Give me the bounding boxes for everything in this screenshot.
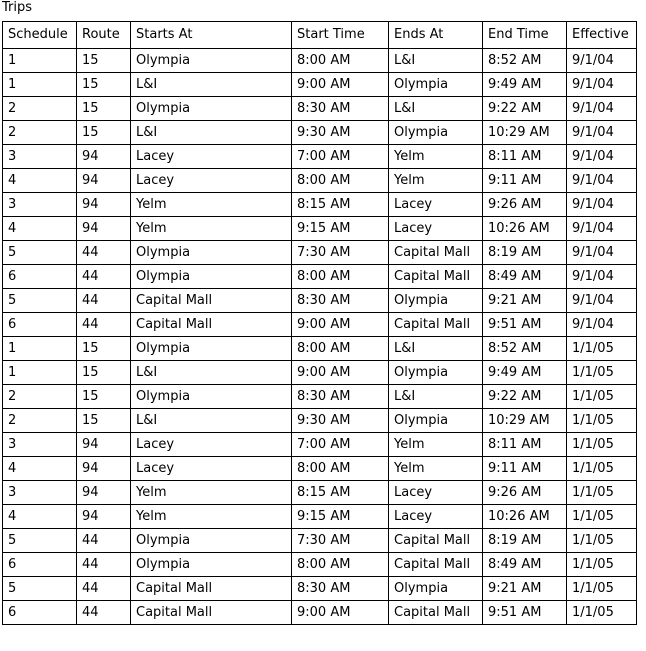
table-row xyxy=(3,313,637,337)
cell-route: 15 xyxy=(77,49,131,73)
cell-start-time: 8:30 AM xyxy=(292,577,389,601)
cell-end-time: 9:26 AM xyxy=(483,193,567,217)
cell-ends-at: Lacey xyxy=(389,481,483,505)
cell-end-time: 8:11 AM xyxy=(483,145,567,169)
cell-starts-at: L&I xyxy=(131,409,292,433)
cell-effective: 1/1/05 xyxy=(567,433,637,457)
cell-effective: 9/1/04 xyxy=(567,49,637,73)
cell-schedule: 4 xyxy=(3,457,77,481)
cell-route: 15 xyxy=(77,361,131,385)
table-row xyxy=(3,433,637,457)
table-row xyxy=(3,145,637,169)
column-header-end-time: End Time xyxy=(483,22,567,49)
cell-end-time: 10:29 AM xyxy=(483,409,567,433)
cell-schedule: 6 xyxy=(3,553,77,577)
table-row xyxy=(3,409,637,433)
cell-route: 44 xyxy=(77,553,131,577)
cell-end-time: 8:52 AM xyxy=(483,337,567,361)
cell-end-time: 9:11 AM xyxy=(483,169,567,193)
header-row xyxy=(3,22,637,49)
column-header-ends-at: Ends At xyxy=(389,22,483,49)
column-header-route: Route xyxy=(77,22,131,49)
cell-effective: 9/1/04 xyxy=(567,313,637,337)
cell-start-time: 9:00 AM xyxy=(292,73,389,97)
cell-starts-at: Capital Mall xyxy=(131,601,292,625)
cell-schedule: 1 xyxy=(3,49,77,73)
table-row xyxy=(3,169,637,193)
cell-end-time: 9:49 AM xyxy=(483,73,567,97)
cell-schedule: 4 xyxy=(3,169,77,193)
cell-start-time: 8:00 AM xyxy=(292,553,389,577)
cell-starts-at: Lacey xyxy=(131,433,292,457)
cell-end-time: 9:51 AM xyxy=(483,313,567,337)
table-row xyxy=(3,193,637,217)
cell-ends-at: Capital Mall xyxy=(389,313,483,337)
cell-ends-at: L&I xyxy=(389,385,483,409)
cell-effective: 9/1/04 xyxy=(567,193,637,217)
cell-starts-at: Olympia xyxy=(131,337,292,361)
cell-end-time: 10:26 AM xyxy=(483,217,567,241)
cell-end-time: 9:21 AM xyxy=(483,289,567,313)
cell-starts-at: Olympia xyxy=(131,49,292,73)
cell-effective: 1/1/05 xyxy=(567,361,637,385)
cell-starts-at: Yelm xyxy=(131,193,292,217)
table-row xyxy=(3,73,637,97)
cell-route: 44 xyxy=(77,577,131,601)
cell-starts-at: Olympia xyxy=(131,529,292,553)
cell-effective: 9/1/04 xyxy=(567,169,637,193)
cell-route: 15 xyxy=(77,385,131,409)
cell-start-time: 7:00 AM xyxy=(292,145,389,169)
cell-effective: 9/1/04 xyxy=(567,145,637,169)
table-row xyxy=(3,601,637,625)
cell-schedule: 2 xyxy=(3,385,77,409)
table-row xyxy=(3,241,637,265)
cell-route: 94 xyxy=(77,145,131,169)
cell-end-time: 9:51 AM xyxy=(483,601,567,625)
cell-starts-at: Yelm xyxy=(131,217,292,241)
table-row xyxy=(3,289,637,313)
cell-ends-at: Olympia xyxy=(389,73,483,97)
cell-schedule: 6 xyxy=(3,265,77,289)
cell-route: 94 xyxy=(77,457,131,481)
cell-start-time: 8:30 AM xyxy=(292,385,389,409)
cell-end-time: 9:11 AM xyxy=(483,457,567,481)
column-header-schedule: Schedule xyxy=(3,22,77,49)
cell-schedule: 3 xyxy=(3,481,77,505)
column-header-starts-at: Starts At xyxy=(131,22,292,49)
cell-starts-at: Lacey xyxy=(131,457,292,481)
cell-effective: 1/1/05 xyxy=(567,481,637,505)
table-row xyxy=(3,49,637,73)
cell-start-time: 9:30 AM xyxy=(292,121,389,145)
cell-route: 15 xyxy=(77,73,131,97)
cell-route: 44 xyxy=(77,241,131,265)
cell-route: 15 xyxy=(77,121,131,145)
cell-ends-at: L&I xyxy=(389,97,483,121)
cell-route: 44 xyxy=(77,601,131,625)
cell-ends-at: Capital Mall xyxy=(389,265,483,289)
cell-starts-at: Olympia xyxy=(131,553,292,577)
cell-schedule: 5 xyxy=(3,289,77,313)
cell-ends-at: Olympia xyxy=(389,577,483,601)
cell-starts-at: Olympia xyxy=(131,241,292,265)
cell-effective: 1/1/05 xyxy=(567,385,637,409)
cell-effective: 1/1/05 xyxy=(567,457,637,481)
trips-table xyxy=(2,21,637,625)
cell-starts-at: L&I xyxy=(131,121,292,145)
cell-ends-at: Olympia xyxy=(389,121,483,145)
cell-end-time: 8:11 AM xyxy=(483,433,567,457)
cell-schedule: 1 xyxy=(3,73,77,97)
cell-starts-at: Capital Mall xyxy=(131,289,292,313)
cell-end-time: 9:49 AM xyxy=(483,361,567,385)
cell-effective: 9/1/04 xyxy=(567,97,637,121)
cell-schedule: 2 xyxy=(3,121,77,145)
cell-end-time: 10:29 AM xyxy=(483,121,567,145)
cell-route: 94 xyxy=(77,505,131,529)
cell-start-time: 8:00 AM xyxy=(292,49,389,73)
table-row xyxy=(3,265,637,289)
cell-end-time: 8:19 AM xyxy=(483,529,567,553)
cell-start-time: 8:00 AM xyxy=(292,265,389,289)
cell-end-time: 8:19 AM xyxy=(483,241,567,265)
cell-effective: 1/1/05 xyxy=(567,577,637,601)
cell-ends-at: L&I xyxy=(389,337,483,361)
cell-end-time: 10:26 AM xyxy=(483,505,567,529)
cell-effective: 9/1/04 xyxy=(567,217,637,241)
cell-effective: 1/1/05 xyxy=(567,601,637,625)
table-row xyxy=(3,385,637,409)
cell-schedule: 2 xyxy=(3,409,77,433)
cell-starts-at: Lacey xyxy=(131,169,292,193)
cell-end-time: 8:49 AM xyxy=(483,553,567,577)
cell-effective: 9/1/04 xyxy=(567,265,637,289)
cell-schedule: 3 xyxy=(3,145,77,169)
cell-route: 15 xyxy=(77,97,131,121)
cell-schedule: 5 xyxy=(3,241,77,265)
cell-ends-at: Capital Mall xyxy=(389,529,483,553)
cell-ends-at: Capital Mall xyxy=(389,241,483,265)
cell-starts-at: Capital Mall xyxy=(131,313,292,337)
cell-start-time: 8:15 AM xyxy=(292,193,389,217)
table-row xyxy=(3,529,637,553)
cell-end-time: 9:26 AM xyxy=(483,481,567,505)
table-caption: Trips xyxy=(2,0,33,15)
cell-start-time: 8:00 AM xyxy=(292,457,389,481)
cell-end-time: 9:21 AM xyxy=(483,577,567,601)
cell-start-time: 7:00 AM xyxy=(292,433,389,457)
cell-schedule: 6 xyxy=(3,601,77,625)
cell-start-time: 9:00 AM xyxy=(292,313,389,337)
cell-starts-at: L&I xyxy=(131,73,292,97)
cell-route: 44 xyxy=(77,289,131,313)
cell-starts-at: Lacey xyxy=(131,145,292,169)
cell-route: 94 xyxy=(77,193,131,217)
cell-end-time: 8:52 AM xyxy=(483,49,567,73)
cell-effective: 1/1/05 xyxy=(567,529,637,553)
cell-schedule: 1 xyxy=(3,361,77,385)
column-header-start-time: Start Time xyxy=(292,22,389,49)
cell-route: 94 xyxy=(77,217,131,241)
table-row xyxy=(3,553,637,577)
cell-effective: 1/1/05 xyxy=(567,337,637,361)
cell-effective: 1/1/05 xyxy=(567,409,637,433)
cell-schedule: 5 xyxy=(3,577,77,601)
table-row xyxy=(3,481,637,505)
table-row xyxy=(3,337,637,361)
cell-start-time: 9:00 AM xyxy=(292,601,389,625)
cell-start-time: 7:30 AM xyxy=(292,241,389,265)
cell-effective: 9/1/04 xyxy=(567,73,637,97)
table-row xyxy=(3,121,637,145)
cell-end-time: 9:22 AM xyxy=(483,97,567,121)
cell-start-time: 7:30 AM xyxy=(292,529,389,553)
cell-ends-at: Olympia xyxy=(389,289,483,313)
table-body xyxy=(3,49,637,625)
cell-ends-at: Capital Mall xyxy=(389,601,483,625)
cell-schedule: 1 xyxy=(3,337,77,361)
cell-start-time: 8:00 AM xyxy=(292,169,389,193)
table-row xyxy=(3,217,637,241)
cell-ends-at: Yelm xyxy=(389,169,483,193)
table-row xyxy=(3,361,637,385)
table-row xyxy=(3,577,637,601)
table-row xyxy=(3,457,637,481)
cell-effective: 9/1/04 xyxy=(567,241,637,265)
cell-starts-at: L&I xyxy=(131,361,292,385)
cell-schedule: 3 xyxy=(3,193,77,217)
cell-start-time: 8:30 AM xyxy=(292,97,389,121)
cell-route: 15 xyxy=(77,409,131,433)
cell-route: 94 xyxy=(77,433,131,457)
cell-ends-at: Capital Mall xyxy=(389,553,483,577)
cell-start-time: 9:15 AM xyxy=(292,217,389,241)
cell-schedule: 6 xyxy=(3,313,77,337)
cell-starts-at: Olympia xyxy=(131,97,292,121)
column-header-effective: Effective xyxy=(567,22,637,49)
cell-route: 44 xyxy=(77,265,131,289)
cell-ends-at: Olympia xyxy=(389,409,483,433)
cell-starts-at: Olympia xyxy=(131,265,292,289)
cell-route: 94 xyxy=(77,169,131,193)
cell-schedule: 5 xyxy=(3,529,77,553)
cell-start-time: 8:00 AM xyxy=(292,337,389,361)
cell-ends-at: Yelm xyxy=(389,145,483,169)
cell-effective: 1/1/05 xyxy=(567,505,637,529)
cell-effective: 9/1/04 xyxy=(567,121,637,145)
cell-schedule: 4 xyxy=(3,505,77,529)
cell-start-time: 9:15 AM xyxy=(292,505,389,529)
cell-ends-at: Lacey xyxy=(389,193,483,217)
cell-start-time: 8:15 AM xyxy=(292,481,389,505)
cell-schedule: 2 xyxy=(3,97,77,121)
cell-schedule: 4 xyxy=(3,217,77,241)
cell-end-time: 9:22 AM xyxy=(483,385,567,409)
cell-start-time: 9:30 AM xyxy=(292,409,389,433)
cell-route: 44 xyxy=(77,529,131,553)
cell-starts-at: Yelm xyxy=(131,481,292,505)
cell-end-time: 8:49 AM xyxy=(483,265,567,289)
cell-ends-at: Olympia xyxy=(389,361,483,385)
cell-effective: 1/1/05 xyxy=(567,553,637,577)
cell-start-time: 9:00 AM xyxy=(292,361,389,385)
cell-route: 94 xyxy=(77,481,131,505)
cell-start-time: 8:30 AM xyxy=(292,289,389,313)
cell-route: 44 xyxy=(77,313,131,337)
cell-starts-at: Yelm xyxy=(131,505,292,529)
cell-ends-at: Yelm xyxy=(389,433,483,457)
cell-ends-at: Lacey xyxy=(389,217,483,241)
cell-ends-at: L&I xyxy=(389,49,483,73)
table-row xyxy=(3,505,637,529)
cell-ends-at: Yelm xyxy=(389,457,483,481)
cell-schedule: 3 xyxy=(3,433,77,457)
cell-ends-at: Lacey xyxy=(389,505,483,529)
cell-starts-at: Capital Mall xyxy=(131,577,292,601)
cell-starts-at: Olympia xyxy=(131,385,292,409)
cell-effective: 9/1/04 xyxy=(567,289,637,313)
cell-route: 15 xyxy=(77,337,131,361)
table-row xyxy=(3,97,637,121)
